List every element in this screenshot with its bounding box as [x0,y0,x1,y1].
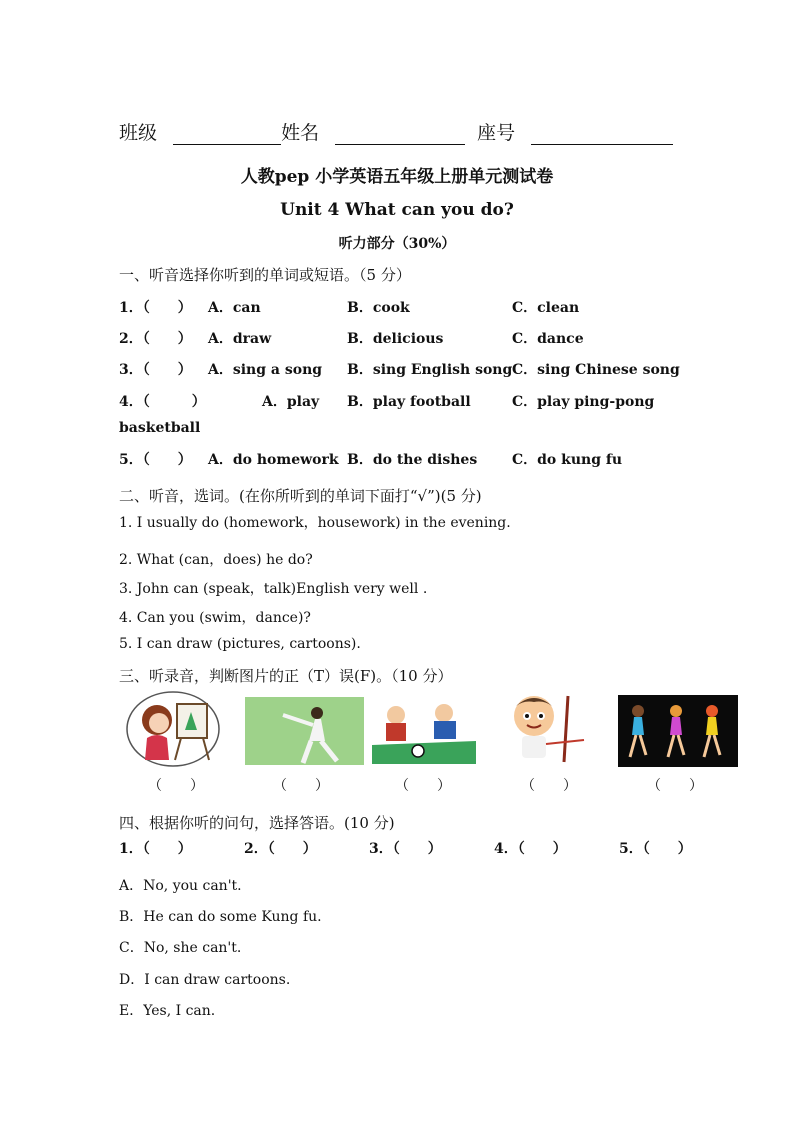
s1-item3-a[interactable]: A．sing a song [208,362,323,378]
s1-item4-a[interactable]: A．play [262,394,320,410]
s4-blank-3[interactable]: 3．（ ） [369,841,442,857]
s1-item4-c[interactable]: C．play ping-pong [512,394,655,410]
main-title: 人教pep 小学英语五年级上册单元测试卷 [240,167,554,187]
s1-item2-b[interactable]: B．delicious [347,331,444,347]
s4-option-a: A．No, you can't. [119,878,242,894]
s2-item1: 1. I usually do (homework，housework) in the evening. [119,515,511,531]
part-title: 听力部分（30%） [338,236,456,252]
s1-item5-c[interactable]: C．do kung fu [512,452,623,468]
s1-item4-b[interactable]: B．play football [347,394,471,410]
s2-item2: 2. What (can，does) he do? [119,552,313,568]
s4-option-b: B．He can do some Kung fu. [119,909,322,925]
s4-blank-2[interactable]: 2．（ ） [244,841,317,857]
class-blank[interactable] [173,126,281,145]
s1-item3-num: 3．（ ） [119,362,192,378]
s1-item5-b[interactable]: B．do the dishes [347,452,478,468]
section2-heading: 二、听音，选词。(在你所听到的单词下面打“√”)(5 分) [119,487,482,505]
section4-heading: 四、根据你听的问句，选择答语。(10 分) [119,814,395,832]
s1-item5-num: 5．（ ） [119,452,192,468]
s2-item3: 3. John can (speak，talk)English very well . [119,581,428,597]
section1-heading: 一、听音选择你听到的单词或短语。（5 分） [119,266,411,284]
s4-option-c: C．No, she can't. [119,940,242,956]
dancers-icon [618,695,738,767]
header-fields [119,118,673,145]
s1-item2-num: 2．（ ） [119,331,192,347]
s1-item1-a[interactable]: A．can [208,300,261,316]
picture-football [372,697,476,764]
s1-item5-a[interactable]: A．do homework [208,452,339,468]
s1-item1-c[interactable]: C．clean [512,300,580,316]
s4-blank-1[interactable]: 1．（ ） [119,841,192,857]
picture-drawing-girl [125,690,222,768]
drawing-girl-icon [125,690,222,768]
picture-dancers [618,695,738,767]
seat-blank[interactable] [531,126,673,145]
s3-answer-5[interactable]: （ ） [647,778,703,794]
s1-item4-wrap: basketball [119,420,201,436]
picture-erhu-boy [494,692,592,767]
s3-answer-3[interactable]: （ ） [395,778,451,794]
kung-fu-icon [245,697,364,765]
s4-option-e: E．Yes, I can. [119,1003,216,1019]
name-blank[interactable] [335,126,465,145]
picture-kung-fu [245,697,364,765]
seat-label: 座号 [477,122,516,144]
s4-blank-5[interactable]: 5．（ ） [619,841,692,857]
s4-blank-4[interactable]: 4．（ ） [494,841,567,857]
s4-option-d: D．I can draw cartoons. [119,972,291,988]
s1-item3-c[interactable]: C．sing Chinese song [512,362,680,378]
s1-item2-a[interactable]: A．draw [208,331,272,347]
s3-answer-1[interactable]: （ ） [148,778,204,794]
class-label: 班级 [119,122,158,144]
s1-item2-c[interactable]: C．dance [512,331,584,347]
football-icon [372,697,476,764]
section3-heading: 三、听录音，判断图片的正（T）误(F)。（10 分） [119,667,453,685]
unit-title: Unit 4 What can you do? [280,200,514,220]
s1-item3-b[interactable]: B．sing English song [347,362,513,378]
erhu-boy-icon [494,692,592,767]
s2-item5: 5. I can draw (pictures, cartoons). [119,636,361,652]
name-label: 姓名 [281,122,320,144]
s3-answer-2[interactable]: （ ） [273,778,329,794]
s2-item4: 4. Can you (swim，dance)? [119,610,311,626]
s1-item1-num: 1．（ ） [119,300,192,316]
s1-item1-b[interactable]: B．cook [347,300,410,316]
s1-item4-num: 4．（ ） [119,394,206,410]
s3-answer-4[interactable]: （ ） [521,778,577,794]
